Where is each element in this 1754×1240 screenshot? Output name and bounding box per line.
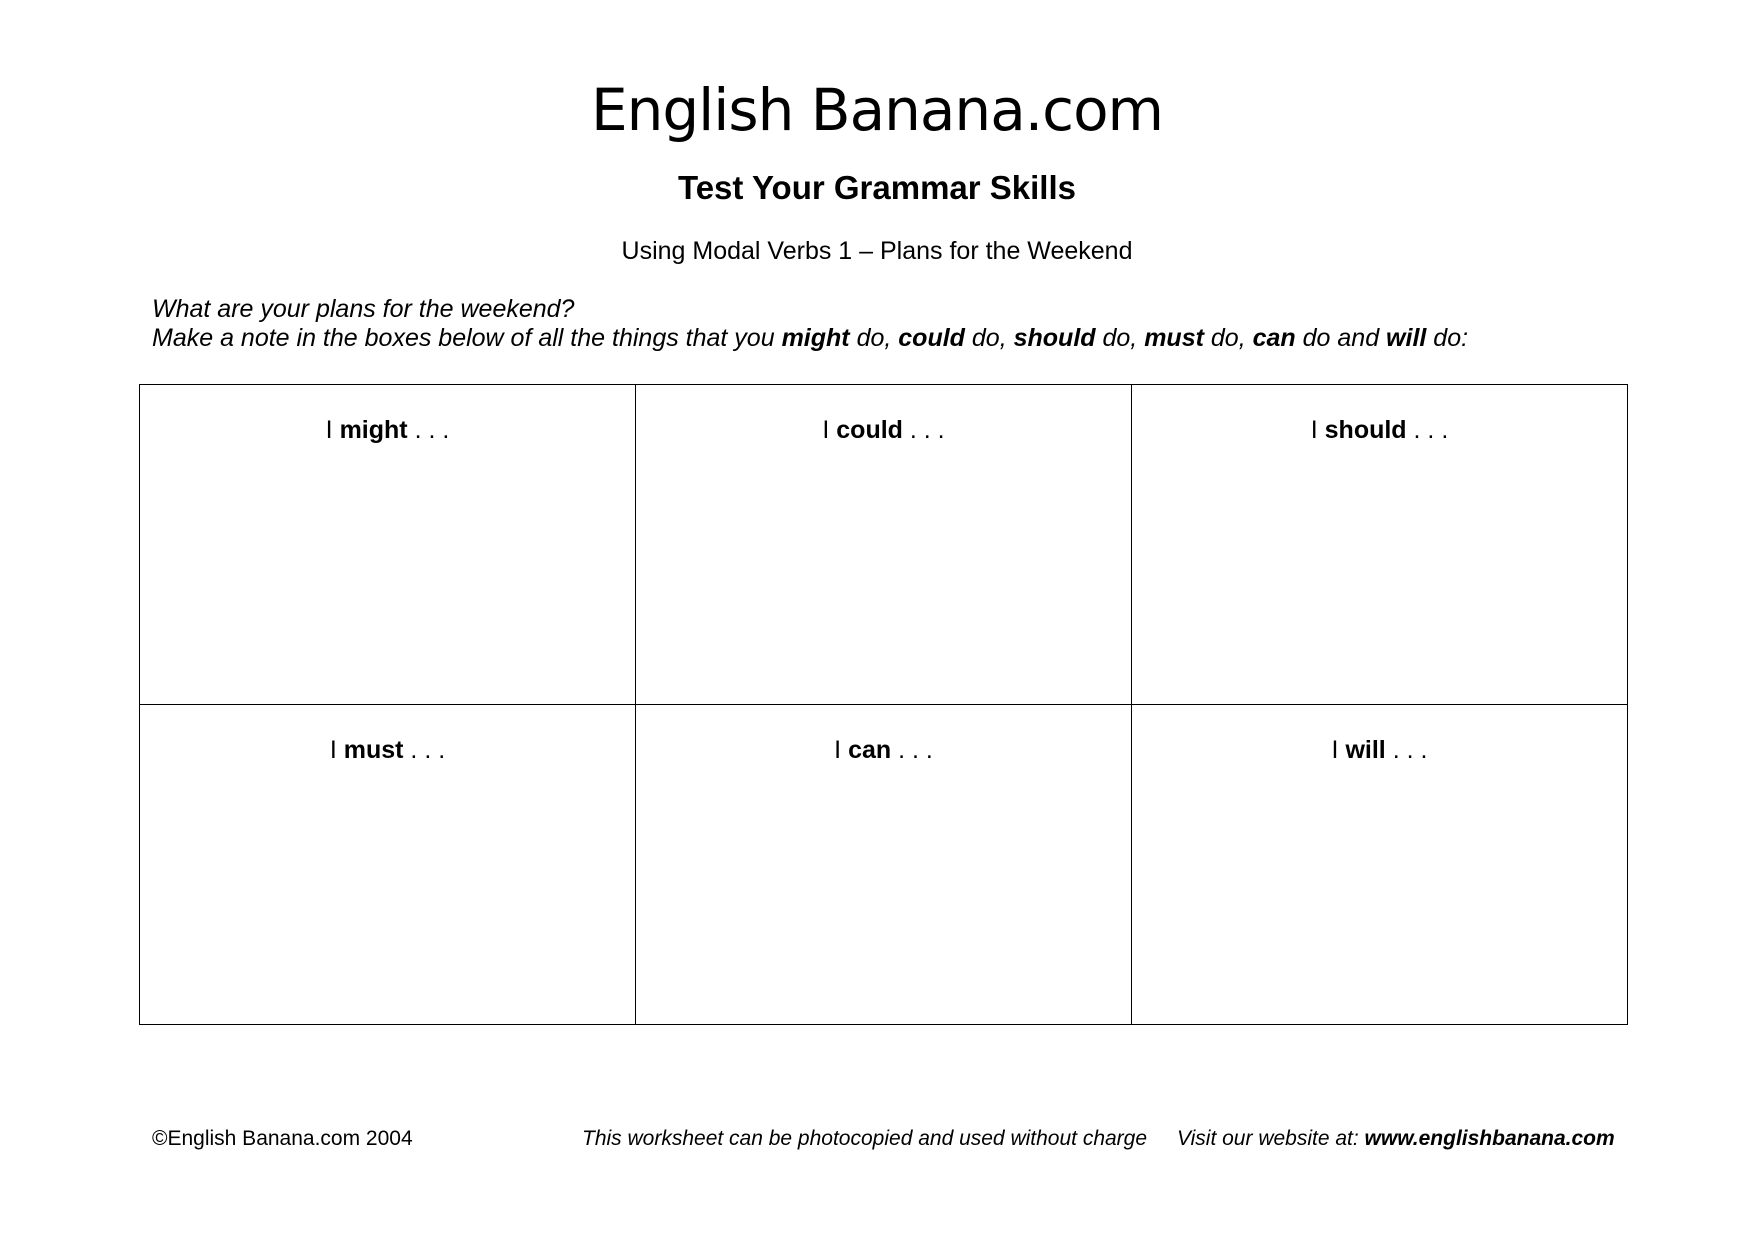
modal-should: should bbox=[1013, 324, 1096, 352]
label-ellipsis: . . . bbox=[410, 736, 446, 764]
website-link[interactable]: www.englishbanana.com bbox=[1364, 1127, 1615, 1150]
instructions-question: What are your plans for the weekend? bbox=[152, 295, 575, 323]
label-modal: should bbox=[1324, 416, 1407, 444]
worksheet-subtitle: Using Modal Verbs 1 – Plans for the Weekend bbox=[621, 237, 1133, 265]
modal-will: will bbox=[1386, 324, 1427, 352]
label-subject: I bbox=[822, 416, 830, 444]
task-sep: do, bbox=[1203, 324, 1253, 352]
visit-label: Visit our website at: bbox=[1177, 1127, 1365, 1150]
label-subject: I bbox=[329, 736, 337, 764]
box-must[interactable] bbox=[140, 705, 636, 1025]
task-sep: do, bbox=[849, 324, 899, 352]
label-ellipsis: . . . bbox=[1413, 416, 1449, 444]
label-subject: I bbox=[834, 736, 842, 764]
label-modal: will bbox=[1345, 736, 1386, 764]
label-subject: I bbox=[325, 416, 333, 444]
instructions bbox=[152, 295, 1632, 353]
box-label bbox=[1132, 415, 1627, 445]
box-label bbox=[140, 735, 635, 765]
task-sep: do, bbox=[964, 324, 1014, 352]
grid-row bbox=[140, 385, 1628, 705]
plans-grid bbox=[139, 384, 1628, 1025]
label-ellipsis: . . . bbox=[414, 416, 450, 444]
label-ellipsis: . . . bbox=[898, 736, 933, 764]
brand-title: English Banana.com bbox=[590, 76, 1164, 144]
box-will[interactable] bbox=[1132, 705, 1628, 1025]
box-label bbox=[636, 415, 1131, 445]
box-could[interactable] bbox=[636, 385, 1132, 705]
grid-row bbox=[140, 705, 1628, 1025]
task-sep: do and bbox=[1295, 324, 1387, 352]
label-subject: I bbox=[1331, 736, 1339, 764]
task-sep: do, bbox=[1095, 324, 1145, 352]
label-modal: can bbox=[848, 736, 892, 764]
task-end: do: bbox=[1426, 324, 1469, 352]
label-ellipsis: . . . bbox=[909, 416, 945, 444]
box-might[interactable] bbox=[140, 385, 636, 705]
label-modal: could bbox=[836, 416, 903, 444]
box-can[interactable] bbox=[636, 705, 1132, 1025]
label-subject: I bbox=[1310, 416, 1318, 444]
website-notice bbox=[1177, 1126, 1615, 1152]
label-modal: might bbox=[339, 416, 408, 444]
photocopy-notice: This worksheet can be photocopied and used without charge bbox=[582, 1127, 1148, 1150]
box-label bbox=[1132, 735, 1627, 765]
box-label bbox=[636, 735, 1131, 765]
task-prefix: Make a note in the boxes below of all the things that you bbox=[152, 324, 782, 352]
modal-must: must bbox=[1144, 324, 1204, 352]
instructions-task bbox=[152, 324, 1632, 353]
worksheet-title: Test Your Grammar Skills bbox=[678, 169, 1076, 206]
modal-might: might bbox=[781, 324, 850, 352]
box-should[interactable] bbox=[1132, 385, 1628, 705]
label-modal: must bbox=[343, 736, 404, 764]
copyright-notice: ©English Banana.com 2004 bbox=[152, 1127, 413, 1150]
modal-can: can bbox=[1252, 324, 1296, 352]
box-label bbox=[140, 415, 635, 445]
modal-could: could bbox=[898, 324, 965, 352]
label-ellipsis: . . . bbox=[1392, 736, 1428, 764]
